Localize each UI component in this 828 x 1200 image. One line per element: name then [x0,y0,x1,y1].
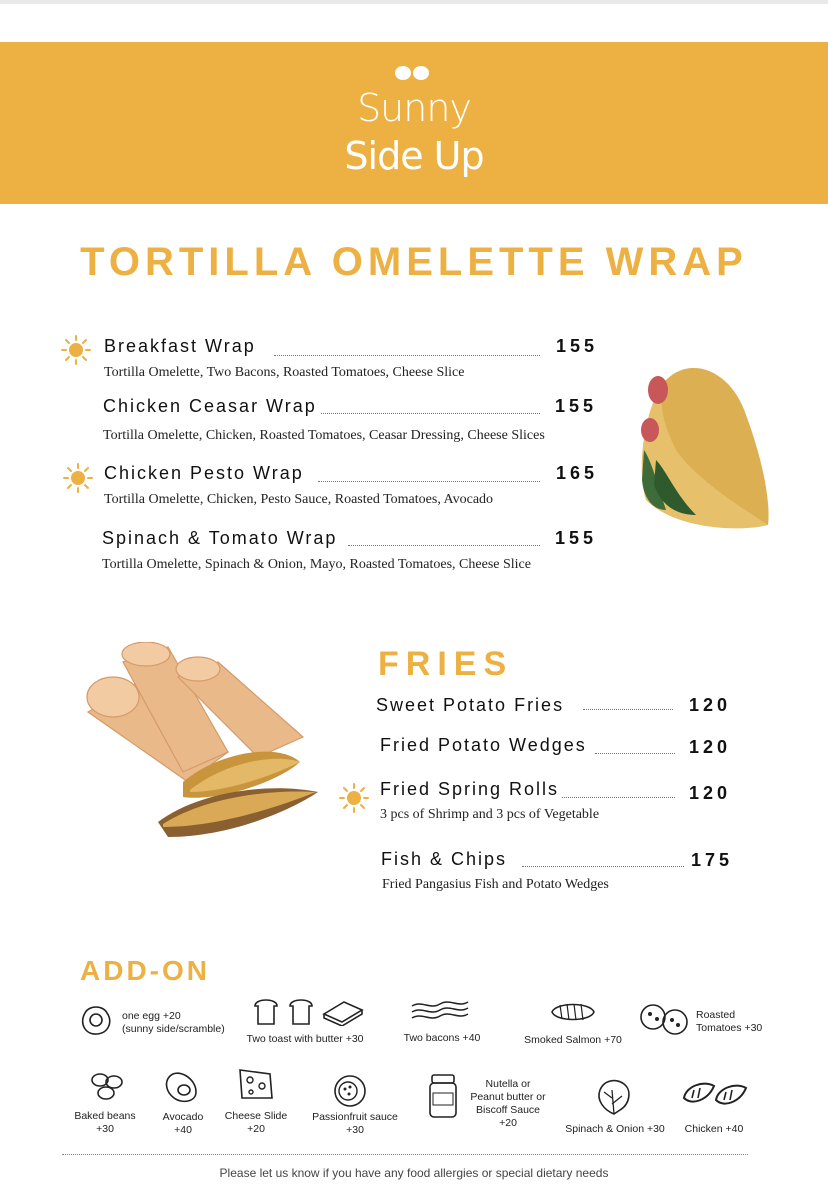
addon-label: Nutella or Peanut butter or Biscoff Sauce +20 [470,1078,546,1129]
wrap-section-title: TORTILLA OMELETTE WRAP [80,240,748,284]
footer-divider [62,1154,748,1155]
wrap-item-price: 155 [555,528,598,548]
toast-icon [252,996,364,1026]
addon-label: Cheese Slide +20 [224,1110,288,1135]
wrap-item-description: Tortilla Omelette, Spinach & Onion, Mayo, Roasted Tomatoes, Cheese Slice [102,557,531,572]
addon-label: Spinach & Onion +30 [565,1123,665,1135]
wrap-item-price: 155 [555,396,598,416]
leader-dots [583,709,673,710]
wrap-item-name: Spinach & Tomato Wrap [102,528,338,548]
fries-item-price: 120 [689,783,732,803]
leader-dots [348,545,540,546]
leader-dots [595,753,675,754]
spring-rolls-illustration [78,642,322,854]
wrap-item-price: 155 [556,336,599,356]
fries-item-description: 3 pcs of Shrimp and 3 pcs of Vegetable [380,807,600,822]
chicken-icon [682,1078,748,1108]
spinach-icon [594,1076,634,1116]
omelette-wrap-illustration [636,360,774,532]
addon-label: one egg +20 (sunny side/scramble) [122,1010,225,1035]
leader-dots [522,866,684,867]
addon-section-title: ADD-ON [80,955,210,986]
addon-label: Avocado +40 [162,1111,204,1136]
fries-item-name: Fried Spring Rolls [380,779,560,799]
addon-label: Baked beans +30 [74,1110,136,1135]
wrap-item-description: Tortilla Omelette, Chicken, Pesto Sauce, Roasted Tomatoes, Avocado [104,492,494,507]
brand-name-line1: Sunny [357,86,471,130]
wrap-item-name: Chicken Pesto Wrap [104,463,304,483]
fries-item-name: Fish & Chips [381,849,508,869]
fries-item-price: 120 [689,737,732,757]
sun-icon [60,334,92,366]
fries-item-name: Sweet Potato Fries [376,695,565,715]
top-rule [0,0,828,4]
sun-icon [338,782,370,814]
wrap-item-description: Tortilla Omelette, Chicken, Roasted Tomatoes, Ceasar Dressing, Cheese Slices [103,428,545,443]
leader-dots [321,413,540,414]
egg-yolks-icon [393,66,433,82]
leader-dots [562,797,675,798]
sun-icon [62,462,94,494]
leader-dots [274,355,540,356]
header-banner [0,42,828,204]
cheese-icon [236,1066,276,1102]
addon-label: Passionfruit sauce +30 [312,1111,398,1136]
fries-item-price: 175 [691,850,734,870]
spread-jar-icon [428,1073,458,1119]
tomato-icon [638,1002,690,1036]
addon-label: Chicken +40 [684,1123,744,1135]
fries-item-name: Fried Potato Wedges [380,735,587,755]
wrap-item-name: Chicken Ceasar Wrap [103,396,317,416]
wrap-item-description: Tortilla Omelette, Two Bacons, Roasted Tomatoes, Cheese Slice [104,365,465,380]
avocado-icon [164,1070,200,1104]
fries-item-price: 120 [689,695,732,715]
addon-label: Two bacons +40 [403,1032,481,1044]
addon-label: Smoked Salmon +70 [524,1034,622,1046]
wrap-item-price: 165 [556,463,599,483]
allergy-notice: Please let us know if you have any food allergies or special dietary needs [219,1166,609,1180]
addon-label: Roasted Tomatoes +30 [696,1009,763,1034]
salmon-icon [550,1000,596,1024]
bacon-icon [410,996,470,1026]
wrap-item-name: Breakfast Wrap [104,336,256,356]
egg-icon [79,1003,113,1037]
brand-name-line2: Side Up [344,134,484,178]
fries-section-title: FRIES [378,645,514,683]
addon-label: Two toast with butter +30 [246,1033,364,1045]
fries-item-description: Fried Pangasius Fish and Potato Wedges [382,877,609,892]
beans-icon [88,1070,126,1102]
leader-dots [318,481,540,482]
passionfruit-icon [330,1074,370,1108]
brand-logo [0,42,828,204]
